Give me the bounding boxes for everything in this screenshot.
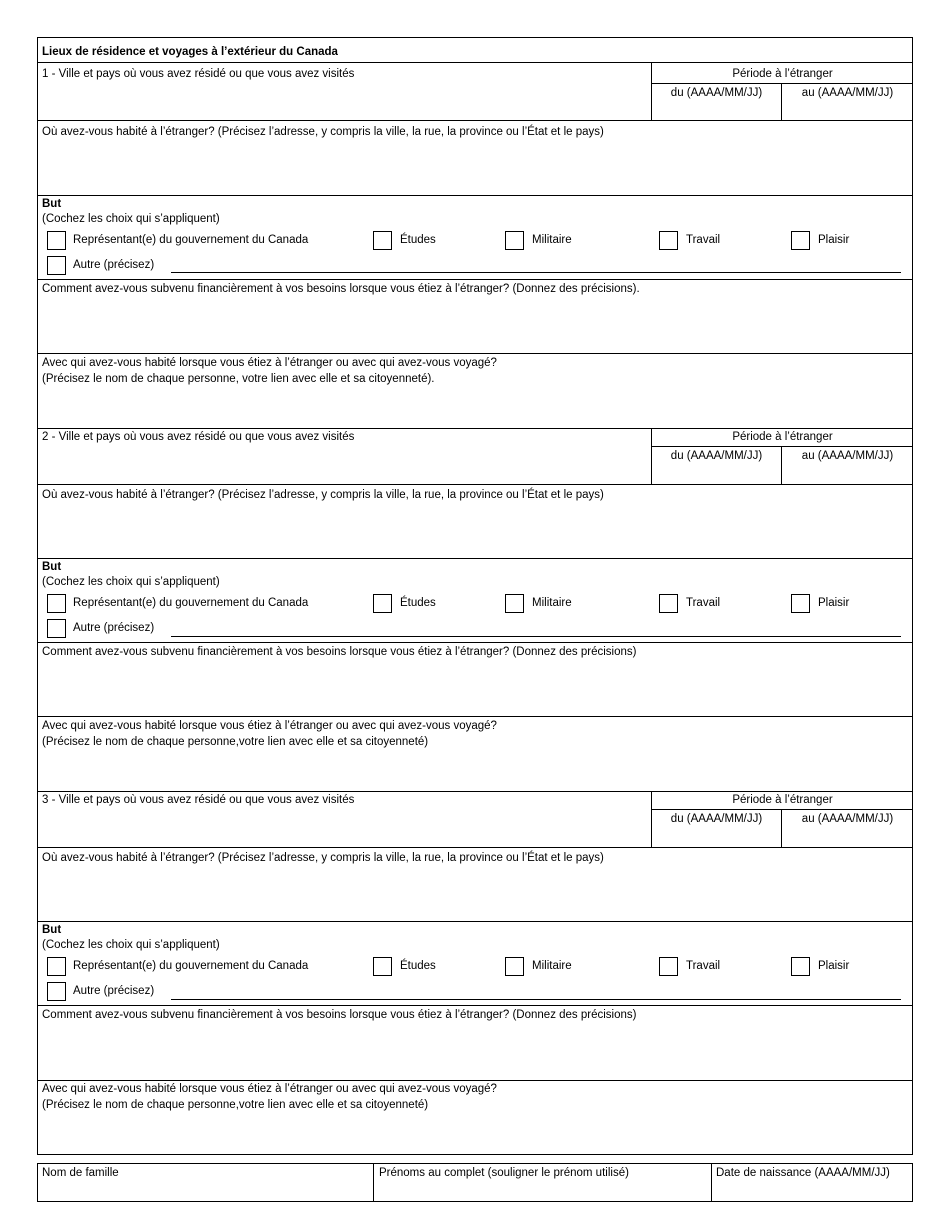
- purpose-military-label: Militaire: [532, 234, 572, 246]
- address-abroad-field[interactable]: [38, 867, 912, 921]
- city-country-field[interactable]: [38, 810, 650, 846]
- address-abroad-field[interactable]: [38, 504, 912, 558]
- period-divider: [651, 83, 913, 84]
- purpose-hint: (Cochez les choix qui s’appliquent): [42, 939, 220, 951]
- travel-history-form: [37, 37, 913, 1155]
- row-divider: [37, 484, 913, 485]
- title-divider: [37, 62, 913, 63]
- city-country-label: 3 - Ville et pays où vous avez résidé ou que vous avez visités: [42, 794, 355, 806]
- purpose-military-label: Militaire: [532, 597, 572, 609]
- companions-hint: (Précisez le nom de chaque personne,votre lien avec elle et sa citoyenneté): [42, 736, 429, 748]
- form-title: Lieux de résidence et voyages à l’extérieur du Canada: [42, 46, 338, 58]
- purpose-government-checkbox[interactable]: [47, 957, 66, 976]
- given-names-label: Prénoms au complet (souligner le prénom utilisé): [379, 1167, 629, 1179]
- financial-support-field[interactable]: [38, 661, 912, 716]
- row-divider: [37, 279, 913, 280]
- last-name-field[interactable]: [38, 1182, 372, 1201]
- purpose-studies-checkbox[interactable]: [373, 957, 392, 976]
- from-date-field[interactable]: [652, 101, 781, 120]
- purpose-studies-checkbox[interactable]: [373, 231, 392, 250]
- to-date-field[interactable]: [782, 827, 913, 846]
- period-divider: [651, 446, 913, 447]
- companions-field[interactable]: [38, 751, 912, 791]
- purpose-pleasure-label: Plaisir: [818, 234, 850, 246]
- purpose-military-checkbox[interactable]: [505, 957, 524, 976]
- companions-hint: (Précisez le nom de chaque personne, votre lien avec elle et sa citoyenneté).: [42, 373, 435, 385]
- purpose-other-label: Autre (précisez): [73, 259, 155, 271]
- purpose-work-label: Travail: [686, 960, 721, 972]
- purpose-government-checkbox[interactable]: [47, 594, 66, 613]
- purpose-other-checkbox[interactable]: [47, 619, 66, 638]
- companions-label: Avec qui avez-vous habité lorsque vous étiez à l’étranger ou avec qui avez-vous voyagé?: [42, 720, 497, 732]
- purpose-other-input[interactable]: [171, 636, 901, 637]
- financial-support-label: Comment avez-vous subvenu financièrement à vos besoins lorsque vous étiez à l’étranger? (Donnez des précisions): [42, 1009, 637, 1021]
- section-divider: [37, 791, 913, 792]
- purpose-other-label: Autre (précisez): [73, 985, 155, 997]
- purpose-other-checkbox[interactable]: [47, 256, 66, 275]
- purpose-title: But: [42, 924, 62, 936]
- city-country-label: 1 - Ville et pays où vous avez résidé ou que vous avez visités: [42, 68, 355, 80]
- from-date-field[interactable]: [652, 464, 781, 483]
- purpose-government-label: Représentant(e) du gouvernement du Canada: [73, 597, 309, 609]
- purpose-studies-label: Études: [400, 960, 436, 972]
- financial-support-field[interactable]: [38, 298, 912, 353]
- address-abroad-label: Où avez-vous habité à l’étranger? (Précisez l’adresse, y compris la ville, la rue, la province ou l’État et le pays): [42, 852, 604, 864]
- to-date-label: au (AAAA/MM/JJ): [801, 813, 894, 825]
- row-divider: [37, 716, 913, 717]
- from-date-field[interactable]: [652, 827, 781, 846]
- purpose-military-checkbox[interactable]: [505, 594, 524, 613]
- row-divider: [37, 847, 913, 848]
- purpose-work-checkbox[interactable]: [659, 231, 678, 250]
- from-date-label: du (AAAA/MM/JJ): [670, 87, 763, 99]
- purpose-military-checkbox[interactable]: [505, 231, 524, 250]
- date-of-birth-label: Date de naissance (AAAA/MM/JJ): [716, 1167, 890, 1179]
- period-abroad-label: Période à l’étranger: [732, 794, 833, 806]
- city-country-field[interactable]: [38, 84, 650, 120]
- row-divider: [37, 1080, 913, 1081]
- purpose-title: But: [42, 561, 62, 573]
- companions-field[interactable]: [38, 388, 912, 428]
- financial-support-label: Comment avez-vous subvenu financièrement à vos besoins lorsque vous étiez à l’étranger? (Donnez des précisions): [42, 646, 637, 658]
- purpose-work-label: Travail: [686, 597, 721, 609]
- to-date-label: au (AAAA/MM/JJ): [801, 450, 894, 462]
- purpose-work-checkbox[interactable]: [659, 957, 678, 976]
- from-date-label: du (AAAA/MM/JJ): [670, 813, 763, 825]
- purpose-pleasure-checkbox[interactable]: [791, 594, 810, 613]
- companions-label: Avec qui avez-vous habité lorsque vous étiez à l’étranger ou avec qui avez-vous voyagé?: [42, 357, 497, 369]
- row-divider: [37, 120, 913, 121]
- row-divider: [37, 642, 913, 643]
- row-divider: [37, 1005, 913, 1006]
- purpose-other-input[interactable]: [171, 999, 901, 1000]
- purpose-other-label: Autre (précisez): [73, 622, 155, 634]
- companions-hint: (Précisez le nom de chaque personne,votre lien avec elle et sa citoyenneté): [42, 1099, 429, 1111]
- purpose-hint: (Cochez les choix qui s’appliquent): [42, 213, 220, 225]
- address-abroad-field[interactable]: [38, 141, 912, 195]
- last-name-label: Nom de famille: [42, 1167, 119, 1179]
- to-date-label: au (AAAA/MM/JJ): [801, 87, 894, 99]
- row-divider: [37, 558, 913, 559]
- financial-support-label: Comment avez-vous subvenu financièrement à vos besoins lorsque vous étiez à l’étranger? (Donnez des précisions).: [42, 283, 640, 295]
- purpose-government-label: Représentant(e) du gouvernement du Canada: [73, 234, 309, 246]
- purpose-hint: (Cochez les choix qui s’appliquent): [42, 576, 220, 588]
- purpose-work-label: Travail: [686, 234, 721, 246]
- companions-label: Avec qui avez-vous habité lorsque vous étiez à l’étranger ou avec qui avez-vous voyagé?: [42, 1083, 497, 1095]
- companions-field[interactable]: [38, 1114, 912, 1154]
- period-abroad-label: Période à l’étranger: [732, 431, 833, 443]
- row-divider: [37, 195, 913, 196]
- row-divider: [37, 353, 913, 354]
- purpose-pleasure-checkbox[interactable]: [791, 231, 810, 250]
- city-country-label: 2 - Ville et pays où vous avez résidé ou que vous avez visités: [42, 431, 355, 443]
- city-country-field[interactable]: [38, 447, 650, 483]
- purpose-military-label: Militaire: [532, 960, 572, 972]
- section-divider: [37, 428, 913, 429]
- purpose-title: But: [42, 198, 62, 210]
- from-date-label: du (AAAA/MM/JJ): [670, 450, 763, 462]
- period-divider: [651, 809, 913, 810]
- given-names-field[interactable]: [374, 1182, 710, 1201]
- purpose-government-checkbox[interactable]: [47, 231, 66, 250]
- to-date-field[interactable]: [782, 101, 913, 120]
- purpose-studies-label: Études: [400, 234, 436, 246]
- period-abroad-label: Période à l’étranger: [732, 68, 833, 80]
- purpose-studies-label: Études: [400, 597, 436, 609]
- purpose-work-checkbox[interactable]: [659, 594, 678, 613]
- financial-support-field[interactable]: [38, 1024, 912, 1079]
- purpose-pleasure-label: Plaisir: [818, 597, 850, 609]
- address-abroad-label: Où avez-vous habité à l’étranger? (Précisez l’adresse, y compris la ville, la rue, la province ou l’État et le pays): [42, 126, 604, 138]
- date-of-birth-field[interactable]: [712, 1182, 912, 1201]
- purpose-pleasure-label: Plaisir: [818, 960, 850, 972]
- row-divider: [37, 921, 913, 922]
- purpose-pleasure-checkbox[interactable]: [791, 957, 810, 976]
- to-date-field[interactable]: [782, 464, 913, 483]
- purpose-government-label: Représentant(e) du gouvernement du Canada: [73, 960, 309, 972]
- purpose-other-input[interactable]: [171, 272, 901, 273]
- purpose-studies-checkbox[interactable]: [373, 594, 392, 613]
- address-abroad-label: Où avez-vous habité à l’étranger? (Précisez l’adresse, y compris la ville, la rue, la province ou l’État et le pays): [42, 489, 604, 501]
- purpose-other-checkbox[interactable]: [47, 982, 66, 1001]
